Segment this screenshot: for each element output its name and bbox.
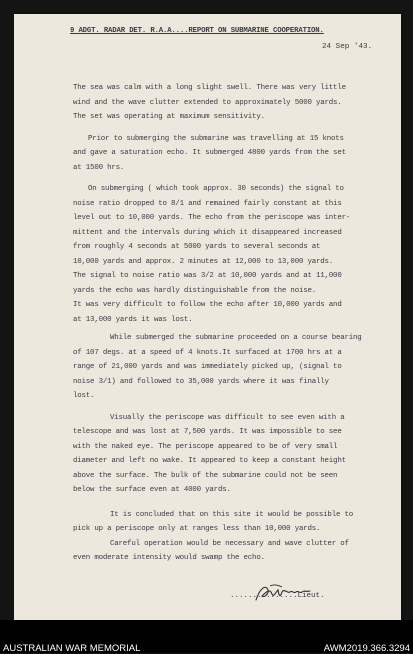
text-line: lost. (73, 392, 95, 400)
text-line: The set was operating at maximum sensitivity. (73, 113, 265, 121)
text-line: The sea was calm with a long slight swell. There was very little (73, 84, 346, 92)
footer-institution: AUSTRALIAN WAR MEMORIAL (3, 643, 141, 654)
text-line: Visually the periscope was difficult to see even with a (110, 413, 345, 422)
text-line: from roughly 4 seconds at 5000 yards to several seconds at (73, 243, 321, 251)
text-line: It was very difficult to follow the echo after 10,000 yards and (73, 301, 342, 309)
text-line: at 1500 hrs. (73, 163, 125, 172)
text-line: above the surface. The bulk of the submarine could not be seen (73, 471, 338, 480)
text-line: of 107 degs. at a speed of 4 knots.It surfaced at 1700 hrs at a (73, 348, 342, 357)
text-line: Prior to submerging the submarine was travelling at 15 knots (88, 134, 344, 143)
text-line: range of 21,000 yards and was immediately picked up, (signal to (73, 363, 342, 371)
text-line: Careful operation would be necessary and wave clutter of (110, 539, 349, 548)
text-line: On submerging ( which took approx. 30 seconds) the signal to (88, 185, 344, 193)
text-line: and gave a saturation echo. It submerged 4800 yards from the set (73, 149, 346, 157)
text-line: telescope and was lost at 7,500 yards. It was impossible to see (73, 428, 342, 436)
footer-catalogue-id: AWM2019.366.3294 (323, 643, 410, 654)
text-line: below the surface even at 4000 yards. (73, 486, 231, 494)
text-line: level out to 10,000 yards. The echo from the periscope was inter- (73, 214, 351, 222)
text-line: The signal to noise ratio was 3/2 at 10,000 yards and at 11,000 (73, 272, 342, 280)
text-line: wind and the wave clutter extended to approximately 5000 yards. (73, 98, 342, 107)
text-line: noise 3/1) and followed to 35,000 yards where it was finally (73, 377, 329, 386)
document-date: 24 Sep '43. (322, 43, 373, 51)
signature-line: ...............Lieut. (230, 592, 325, 600)
text-line: at 13,000 yards it was lost. (73, 315, 193, 324)
text-line: diameter and left no wake. It appeared to keep a constant height (73, 457, 346, 465)
text-line: pick up a periscope only at ranges less than 10,000 yards. (73, 525, 321, 533)
text-line: It is concluded that on this site it would be possible to (110, 510, 354, 519)
document-heading: 9 ADGT. RADAR DET. R.A.A....REPORT ON SUBMARINE COOPERATION. (70, 27, 324, 35)
text-line: even moderate intensity would swamp the echo. (73, 554, 265, 562)
text-line: While submerged the submarine proceeded on a course bearing (110, 334, 362, 342)
text-line: mittent and the intervals during which it disappeared increased (73, 228, 342, 237)
text-line: yards the echo was hardly distinguishable from the noise. (73, 286, 317, 295)
text-line: with the naked eye. The periscope appeared to be of very small (73, 442, 338, 451)
text-line: noise ratio dropped to 8/1 and remained fairly constant at this (73, 199, 342, 208)
text-line: 10,000 yards and approx. 2 minutes at 12,000 to 13,000 yards. (73, 257, 334, 266)
document-body (73, 81, 393, 566)
